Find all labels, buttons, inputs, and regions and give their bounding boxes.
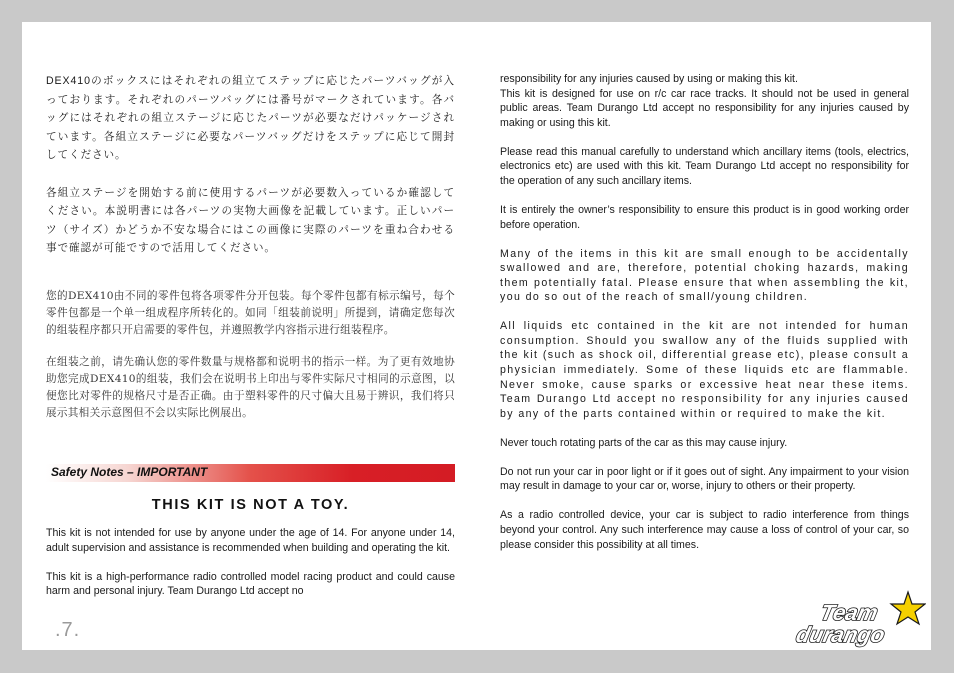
safety-paragraph-rotating: Never touch rotating parts of the car as this may cause injury. (500, 436, 788, 449)
chinese-paragraph-2: 在组装之前，请先确认您的零件数量与规格都和说明书的指示一样。为了更有效地协助您完成DEX410的组装，我们会在说明书上印出与零件实际尺寸相同的示意图，以便您比对零件的规格尺寸是否正确。由于塑料零件的尺寸偏大且易于辨识，我们将只展示其相关示意图但不会以实际比例展出。 (46, 355, 455, 419)
manual-page (22, 22, 931, 650)
safety-paragraph-liquids: All liquids etc contained in the kit are not intended for human consumption. Should you swallow any of the fluids supplied with the kit (such as shock oil, differential grease etc), please consult a physician immediately. Some of these liquids etc are flammable. Never smoke, cause sparks or excessive heat near these items. Team Durango Ltd accept no responsibility for any injuries caused by any of the parts contained within or required to make the kit. (500, 320, 909, 420)
safety-paragraph-light: Do not run your car in poor light or if it goes out of sight. Any impairment to your vision may result in damage to your car or, worse, injury to others or their property. (500, 465, 909, 493)
not-a-toy-heading: THIS KIT IS NOT A TOY. (151, 496, 350, 513)
safety-paragraph-harm: This kit is a high-performance radio controlled model racing product and could cause harm and personal injury. Team Durango Ltd accept no (46, 570, 455, 598)
chinese-paragraph-1: 您的DEX410由不同的零件包将各项零件分开包装。每个零件包都有标示编号，每个零件包都是一个单一组成程序所转化的。如同「组装前说明」所提到，请确定您每次的组装程序都只开启需要的零件包，并遵照教学内容指示进行组装程序。 (46, 289, 455, 336)
safety-paragraph-choking: Many of the items in this kit are small enough to be accidentally swallowed and are, therefore, potential choking hazards, making them potentially fatal. Please ensure that when assembling the kit, you do so out of the reach of small/young children. (500, 247, 909, 304)
safety-paragraph-responsibility: responsibility for any injuries caused by using or making this kit. This kit is designed for use on r/c car race tracks. It should not be used in general public areas. Team Durango Ltd accept no responsibility for any injuries caused by making or using this kit. (500, 73, 909, 129)
safety-notes-banner (46, 464, 455, 482)
safety-paragraph-ancillary: Please read this manual carefully to understand which ancillary items (tools, electrics, electronics etc) are used with this kit. Team Durango Ltd accept no responsibility for the operation of any such ancillary items. (500, 145, 909, 187)
logo-word-durango: durango (793, 622, 888, 647)
safety-notes-title: Safety Notes – IMPORTANT (51, 465, 208, 480)
team-durango-logo (766, 590, 926, 650)
japanese-paragraph-2: 各組立ステージを開始する前に使用するパーツが必要数入っているか確認してください。本説明書には各パーツの実物大画像を記載しています。正しいパーツ（サイズ）かどうか不安な場合にはこの画像に実際のパーツを重ね合わせる事で確認が可能ですので活用してください。 (46, 186, 455, 254)
page-number: .7. (55, 619, 81, 641)
logo-word-team: Team (818, 600, 881, 625)
safety-paragraph-owner: It is entirely the owner’s responsibility to ensure this product is in good working order before operation. (500, 203, 909, 231)
safety-paragraph-age: This kit is not intended for use by anyone under the age of 14. For anyone under 14, adult supervision and assistance is recommended when building and operating the kit. (46, 527, 455, 554)
safety-paragraph-radio: As a radio controlled device, your car is subject to radio interference from things beyond your control. Any such interference may cause a loss of control of your car, so please consider this possibility at all times. (500, 509, 909, 551)
right-column (500, 72, 909, 567)
star-icon (891, 592, 925, 624)
left-column (46, 72, 455, 613)
japanese-paragraph-1: DEX410のボックスにはそれぞれの組立てステップに応じたパーツバッグが入っております。それぞれのパーツバッグには番号がマークされています。各バッグにはそれぞれの組立ステージに応じたパーツが必要なだけパッケージされています。各組立ステージに必要なパーツバッグだけをステップに応じて開封してください。 (46, 75, 455, 161)
